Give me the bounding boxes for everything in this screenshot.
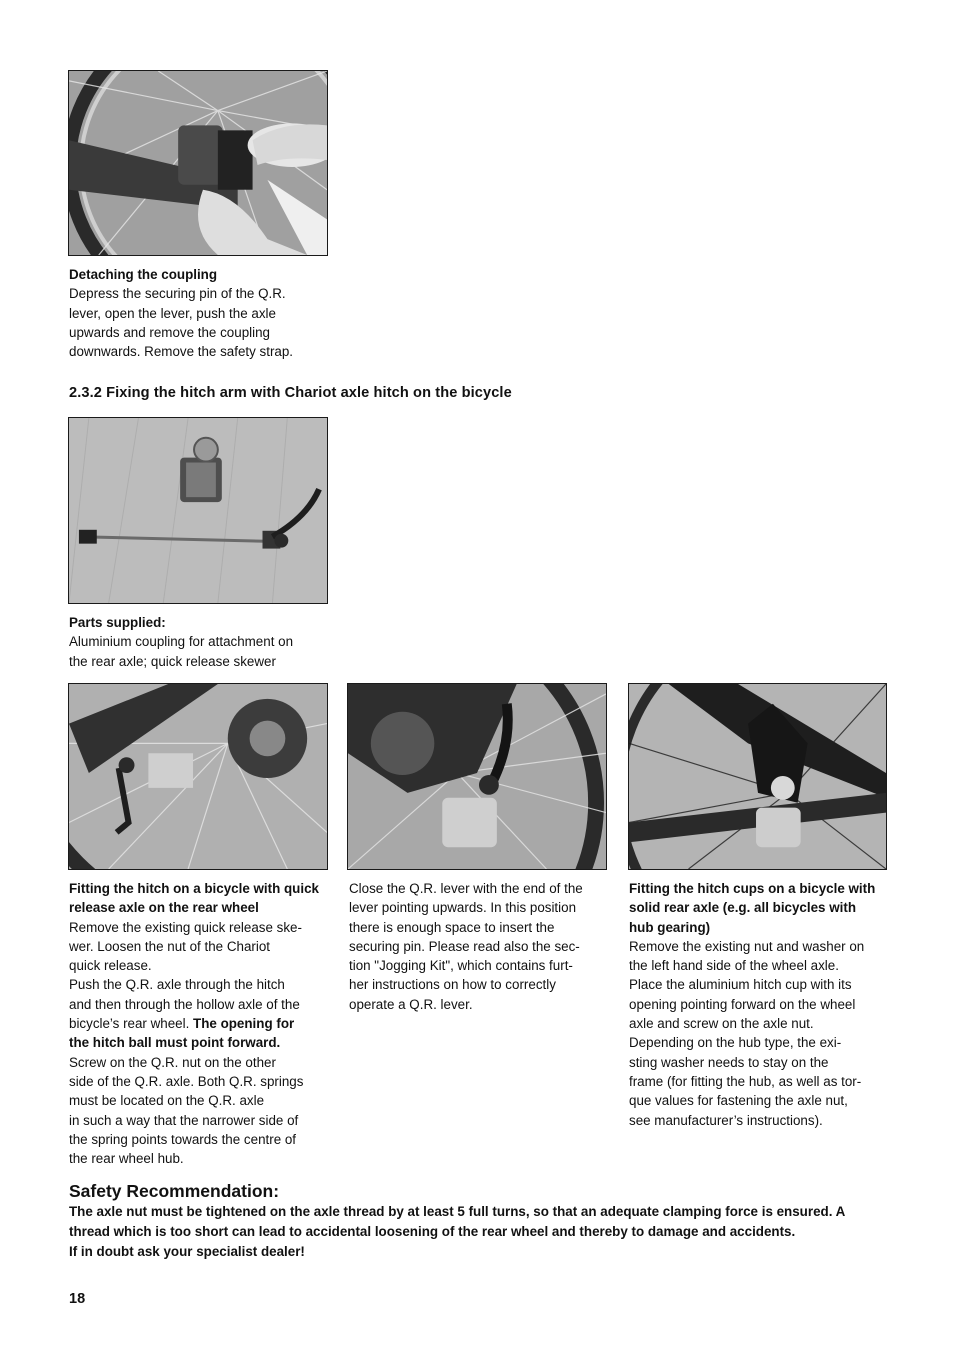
caption-line: the spring points towards the centre of (69, 1131, 297, 1147)
caption-line: axle and screw on the axle nut. (629, 1016, 814, 1032)
caption-detaching-title: Detaching the coupling (69, 267, 218, 282)
caption-line: Aluminium coupling for attachment on (69, 634, 294, 650)
caption-line: wer. Loosen the nut of the Chariot (69, 938, 270, 954)
caption-parts-supplied (69, 613, 349, 671)
caption-line: side of the Q.R. axle. Both Q.R. springs (69, 1073, 304, 1089)
caption-line: her instructions on how to correctly (349, 977, 556, 993)
caption-line: quick release. (69, 958, 152, 974)
caption-qr-title-line: Fitting the hitch on a bicycle with quick (69, 881, 319, 896)
photo-qr-lever-close-image (348, 684, 606, 869)
caption-mixed-bold: The opening for (193, 1016, 295, 1032)
photo-solid-axle-fitting-image (629, 684, 886, 869)
caption-line: the rear axle; quick release skewer (69, 653, 276, 669)
caption-solid-title-line: Fitting the hitch cups on a bicycle with (629, 881, 876, 896)
caption-line: Depending on the hub type, the exi- (629, 1035, 842, 1051)
safety-text (69, 1202, 889, 1262)
caption-line: see manufacturer’s instructions). (629, 1112, 823, 1128)
safety-title: Safety Recommendation: (69, 1181, 280, 1201)
caption-line: tion "Jogging Kit", which contains furt- (349, 958, 573, 974)
caption-line: operate a Q.R. lever. (349, 996, 473, 1012)
safety-line: thread which is too short can lead to accidental loosening of the rear wheel and thereby to damage and accidents. (69, 1224, 796, 1239)
caption-solid-axle (629, 879, 899, 1130)
photo-detaching-coupling (68, 70, 328, 256)
caption-line: securing pin. Please read also the sec- (349, 938, 580, 954)
caption-line: there is enough space to insert the (349, 919, 555, 935)
caption-mixed-plain: bicycle’s rear wheel. (69, 1016, 194, 1032)
caption-solid-title-line: solid rear axle (e.g. all bicycles with (629, 900, 856, 916)
caption-line: in such a way that the narrower side of (69, 1112, 299, 1128)
caption-line: lever pointing upwards. In this position (349, 900, 577, 916)
caption-line: Screw on the Q.R. nut on the other (69, 1054, 276, 1070)
caption-line: que values for fastening the axle nut, (629, 1093, 848, 1109)
caption-line: Place the aluminium hitch cup with its (629, 977, 852, 993)
caption-line: must be located on the Q.R. axle (69, 1093, 265, 1109)
caption-parts-title: Parts supplied: (69, 615, 166, 630)
caption-qr-axle (69, 879, 339, 1168)
photo-parts-supplied-image (69, 418, 327, 603)
caption-line: lever, open the lever, push the axle (69, 305, 276, 321)
photo-solid-axle-fitting (628, 683, 887, 870)
caption-bold-line: the hitch ball must point forward. (69, 1035, 281, 1051)
caption-line: Close the Q.R. lever with the end of the (349, 881, 583, 896)
caption-line: upwards and remove the coupling (69, 324, 270, 340)
page-number: 18 (69, 1291, 86, 1307)
caption-line: opening pointing forward on the wheel (629, 996, 856, 1012)
caption-line: frame (for fitting the hub, as well as tor- (629, 1073, 862, 1089)
safety-line: If in doubt ask your specialist dealer! (69, 1244, 305, 1259)
photo-parts-supplied (68, 417, 328, 604)
section-heading: 2.3.2 Fixing the hitch arm with Chariot axle hitch on the bicycle (69, 385, 512, 401)
caption-line: the rear wheel hub. (69, 1151, 184, 1167)
caption-line: and then through the hollow axle of the (69, 996, 300, 1012)
caption-solid-title-line: hub gearing) (629, 919, 711, 935)
caption-line: downwards. Remove the safety strap. (69, 344, 294, 360)
photo-qr-axle-fitting-image (69, 684, 327, 869)
caption-detaching-coupling (69, 265, 339, 361)
caption-line: sting washer needs to stay on the (629, 1054, 829, 1070)
caption-line: the left hand side of the wheel axle. (629, 958, 839, 974)
photo-qr-axle-fitting (68, 683, 328, 870)
caption-line: Remove the existing quick release ske- (69, 919, 302, 935)
safety-line: The axle nut must be tightened on the axle thread by at least 5 full turns, so that an adequate clamping force is ensured. A (69, 1204, 846, 1219)
caption-line-mixed (69, 1014, 339, 1033)
caption-qr-title-line: release axle on the rear wheel (69, 900, 259, 916)
photo-detaching-coupling-image (69, 71, 327, 255)
caption-line: Depress the securing pin of the Q.R. (69, 286, 286, 302)
caption-line: Remove the existing nut and washer on (629, 938, 865, 954)
caption-line: Push the Q.R. axle through the hitch (69, 977, 285, 993)
photo-qr-lever-close (347, 683, 607, 870)
caption-qr-lever (349, 879, 619, 1014)
